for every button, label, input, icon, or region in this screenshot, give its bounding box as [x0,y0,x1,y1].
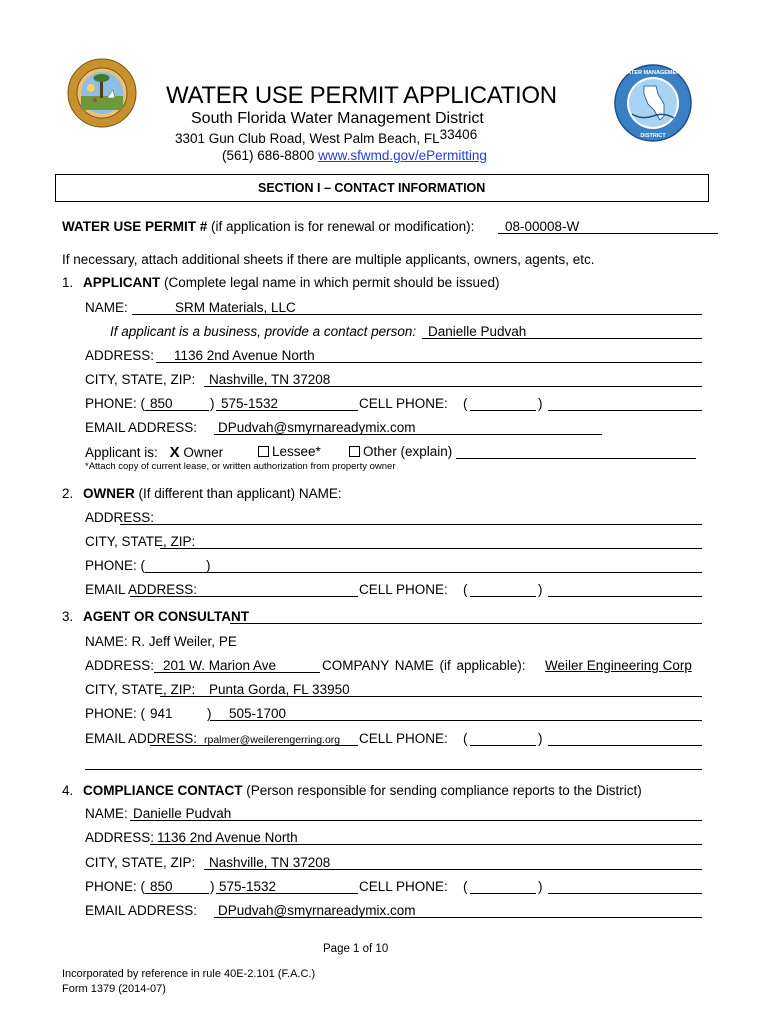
compliance-cell-area-line[interactable] [470,893,536,894]
compliance-cell-close: ) [538,879,543,894]
agent-heading-line[interactable] [230,623,702,624]
applicant-footnote: *Attach copy of current lease, or written authorization from property owner [85,461,396,472]
agent-csz-value[interactable]: Punta Gorda, FL 33950 [209,682,350,697]
applicant-phone-label: PHONE: ( [85,396,146,411]
applicant-contact-label: If applicant is a business, provide a contact person: [110,324,417,339]
owner-label: Owner [183,445,224,460]
owner-cell-number-line[interactable] [548,596,702,597]
agent-email-label: EMAIL ADDRESS: [85,731,198,746]
owner-phone-label: PHONE: ( [85,558,146,573]
owner-cell-open: ( [463,582,468,597]
instructions-text: If necessary, attach additional sheets if there are multiple applicants, owners, agents, etc. [62,252,595,267]
agent-cell-label: CELL PHONE: [359,731,448,746]
epermitting-link[interactable]: www.sfwmd.gov/ePermitting [318,148,487,163]
lessee-label: Lessee* [272,444,321,459]
applicant-name-label: NAME: [85,300,128,315]
svg-text:WATER MANAGEMENT: WATER MANAGEMENT [622,70,684,76]
compliance-csz-label: CITY, STATE, ZIP: [85,855,196,870]
owner-address-line[interactable] [120,524,702,525]
compliance-name-label: NAME: [85,806,128,821]
lessee-option[interactable] [258,444,321,459]
agency-contact [222,148,487,163]
owner-checkbox[interactable]: X [169,444,180,461]
applicant-email-label: EMAIL ADDRESS: [85,420,198,435]
applicant-type-row [85,444,223,461]
owner-cell-area-line[interactable] [470,596,536,597]
compliance-address-value[interactable]: 1136 2nd Avenue North [157,830,298,845]
other-option[interactable] [349,444,452,459]
agent-company-value[interactable]: Weiler Engineering Corp [545,658,692,673]
owner-csz-label: CITY, STATE, ZIP: [85,534,196,549]
other-label: Other (explain) [363,444,453,459]
agent-email-value[interactable]: rpalmer@weilerengerring.org [204,734,341,746]
owner-email-label: EMAIL ADDRESS: [85,582,198,597]
compliance-email-value[interactable]: DPudvah@smyrnareadymix.com [218,903,416,918]
applicant-phone-area[interactable]: 850 [150,396,173,411]
form-number: Form 1379 (2014-07) [62,983,166,995]
section-title: SECTION I – CONTACT INFORMATION [258,181,486,195]
compliance-cell-number-line[interactable] [548,893,702,894]
applicant-csz-value[interactable]: Nashville, TN 37208 [209,372,331,387]
applicant-csz-label: CITY, STATE, ZIP: [85,372,196,387]
agent-name-value[interactable]: R. Jeff Weiler, PE [131,634,237,649]
applicant-phone-close: ) [210,396,215,411]
owner-title: OWNER [83,486,135,501]
sfwmd-logo [614,64,692,142]
document-title: WATER USE PERMIT APPLICATION [166,82,557,109]
applicant-num: 1. [62,275,74,290]
owner-address-label: ADDRESS: [85,510,155,525]
agent-phone-close: ) [207,706,212,721]
other-checkbox[interactable] [349,446,360,457]
owner-phone-close: ) [206,558,211,573]
agent-cell-area-line[interactable] [470,745,536,746]
applicant-cell-area-line[interactable] [470,410,536,411]
applicant-note: (Complete legal name in which permit should be issued) [164,275,500,290]
owner-num: 2. [62,486,74,501]
lessee-checkbox[interactable] [258,446,269,457]
agency-street: 3301 Gun Club Road, West Palm Beach, FL [175,131,440,146]
owner-cell-close: ) [538,582,543,597]
compliance-phone-number[interactable]: 575-1532 [219,879,277,894]
agency-address [175,127,478,146]
compliance-title: COMPLIANCE CONTACT [83,783,243,798]
applicant-cell-number-line[interactable] [548,410,702,411]
incorporated-note: Incorporated by reference in rule 40E-2.101 (F.A.C.) [62,968,316,980]
applicant-contact-value[interactable]: Danielle Pudvah [428,324,527,339]
agent-cell-close: ) [538,731,543,746]
agent-phone-label: PHONE: ( [85,706,146,721]
agency-phone: (561) 686-8800 [222,148,315,163]
agent-extra-line[interactable] [85,769,702,770]
page-number: Page 1 of 10 [323,943,389,955]
agent-cell-open: ( [463,731,468,746]
applicant-heading [62,275,499,290]
applicant-cell-close: ) [538,396,543,411]
applicant-name-value[interactable]: SRM Materials, LLC [175,300,296,315]
compliance-heading [62,783,642,798]
agent-name-row [85,634,237,649]
agent-name-label: NAME: [85,634,128,649]
agent-address-label: ADDRESS: [85,658,155,673]
owner-heading [62,486,342,501]
agent-csz-label: CITY, STATE, ZIP: [85,682,196,697]
applicant-is-label: Applicant is: [85,445,158,460]
agent-heading [62,609,249,624]
compliance-phone-close: ) [210,879,215,894]
compliance-cell-label: CELL PHONE: [359,879,448,894]
agent-title: AGENT OR CONSULTANT [83,609,250,624]
svg-text:DISTRICT: DISTRICT [640,133,666,139]
owner-email-line[interactable] [130,596,358,597]
agency-name: South Florida Water Management District [191,110,484,127]
compliance-phone-area[interactable]: 850 [150,879,173,894]
owner-cell-label: CELL PHONE: [359,582,448,597]
permit-number-value[interactable]: 08-00008-W [505,219,580,234]
compliance-num: 4. [62,783,74,798]
agent-phone-number[interactable]: 505-1700 [229,706,287,721]
compliance-note: (Person responsible for sending compliance reports to the District) [246,783,642,798]
applicant-title: APPLICANT [83,275,161,290]
applicant-phone-number[interactable]: 575-1532 [221,396,279,411]
permit-number-row [62,219,474,234]
owner-csz-line[interactable] [160,548,702,549]
agent-phone-area[interactable]: 941 [150,706,173,721]
agency-zip: 33406 [439,127,478,142]
owner-phone-line[interactable] [145,572,702,573]
owner-note: (If different than applicant) NAME: [138,486,342,501]
applicant-address-label: ADDRESS: [85,348,155,363]
florida-state-seal [67,58,137,128]
agent-num: 3. [62,609,74,624]
agent-cell-number-line[interactable] [548,745,702,746]
permit-label: WATER USE PERMIT # [62,219,208,234]
compliance-email-label: EMAIL ADDRESS: [85,903,198,918]
compliance-name-value[interactable]: Danielle Pudvah [133,806,232,821]
applicant-cell-open: ( [463,396,468,411]
applicant-address-value[interactable]: 1136 2nd Avenue North [174,348,315,363]
agent-address-value[interactable]: 201 W. Marion Ave [163,658,277,673]
compliance-cell-open: ( [463,879,468,894]
permit-note: (if application is for renewal or modification): [211,219,475,234]
applicant-email-value[interactable]: DPudvah@smyrnareadymix.com [218,420,416,435]
other-explain-line[interactable] [456,458,696,459]
compliance-phone-label: PHONE: ( [85,879,146,894]
agent-company-label: COMPANY NAME (if applicable): [322,658,526,673]
compliance-address-label: ADDRESS: [85,830,155,845]
applicant-cell-label: CELL PHONE: [359,396,448,411]
compliance-csz-value[interactable]: Nashville, TN 37208 [209,855,331,870]
